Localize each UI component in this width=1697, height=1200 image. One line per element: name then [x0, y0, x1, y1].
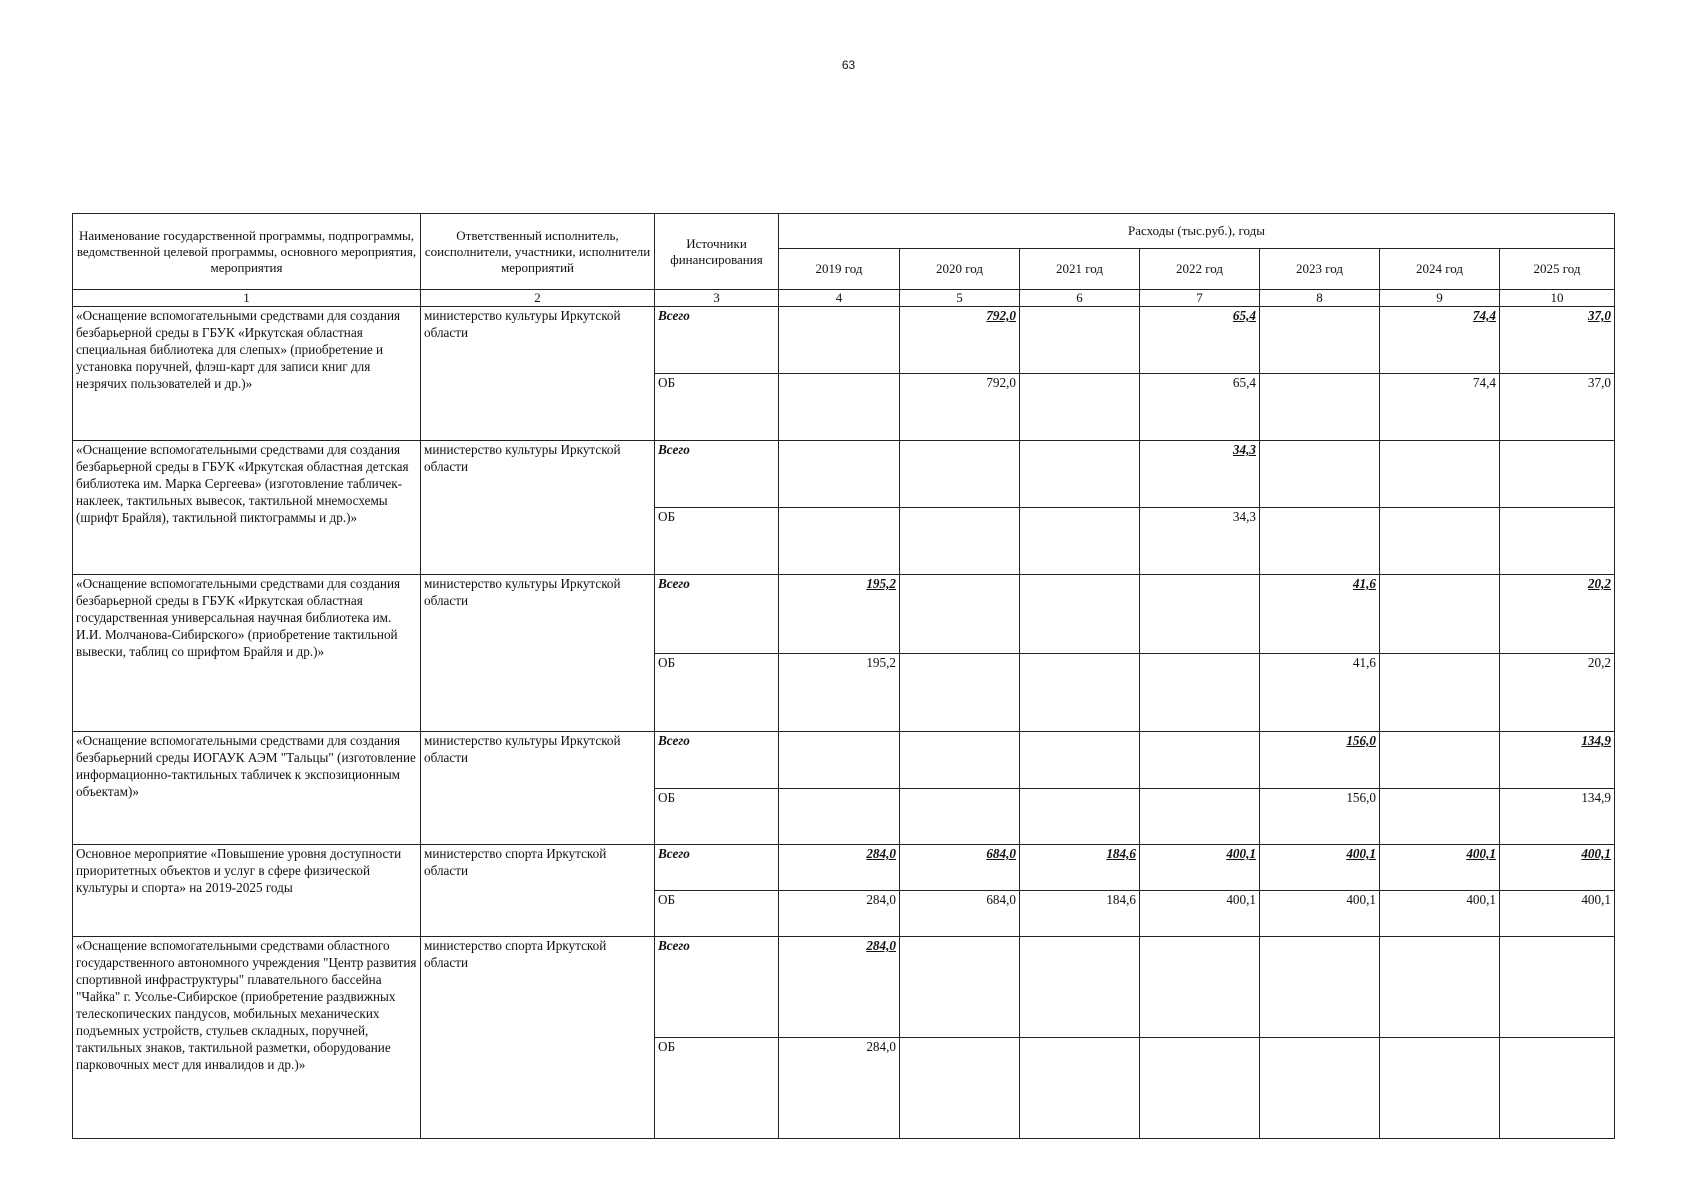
source-total-label: Всего — [655, 845, 779, 891]
ob-value: 184,6 — [1020, 891, 1140, 937]
total-value: 74,4 — [1380, 307, 1500, 374]
table-row — [73, 845, 1615, 891]
total-value — [1380, 441, 1500, 508]
table-row — [73, 575, 1615, 654]
total-value — [779, 307, 900, 374]
ob-value: 284,0 — [779, 1038, 900, 1139]
source-total-label: Всего — [655, 307, 779, 374]
total-value — [1380, 937, 1500, 1038]
source-total-label: Всего — [655, 937, 779, 1038]
column-number: 6 — [1020, 290, 1140, 307]
source-ob-label: ОБ — [655, 374, 779, 441]
total-value — [1380, 732, 1500, 789]
executor: министерство культуры Иркутской области — [421, 575, 655, 732]
ob-value — [1020, 374, 1140, 441]
executor: министерство культуры Иркутской области — [421, 307, 655, 441]
total-value — [1020, 732, 1140, 789]
ob-value — [1260, 374, 1380, 441]
header-year: 2021 год — [1020, 249, 1140, 290]
ob-value: 684,0 — [900, 891, 1020, 937]
total-value: 792,0 — [900, 307, 1020, 374]
header-expenses: Расходы (тыс.руб.), годы — [779, 214, 1615, 249]
total-value: 400,1 — [1380, 845, 1500, 891]
header-year: 2024 год — [1380, 249, 1500, 290]
total-value — [1260, 441, 1380, 508]
column-number: 1 — [73, 290, 421, 307]
total-value — [779, 732, 900, 789]
ob-value: 65,4 — [1140, 374, 1260, 441]
budget-table — [72, 213, 1615, 1139]
column-number: 8 — [1260, 290, 1380, 307]
ob-value: 792,0 — [900, 374, 1020, 441]
column-number: 2 — [421, 290, 655, 307]
total-value: 400,1 — [1260, 845, 1380, 891]
total-value — [900, 575, 1020, 654]
source-total-label: Всего — [655, 575, 779, 654]
ob-value — [1260, 508, 1380, 575]
ob-value: 34,3 — [1140, 508, 1260, 575]
header-year: 2019 год — [779, 249, 900, 290]
total-value: 195,2 — [779, 575, 900, 654]
source-ob-label: ОБ — [655, 508, 779, 575]
ob-value — [779, 789, 900, 845]
ob-value — [1020, 654, 1140, 732]
column-number: 10 — [1500, 290, 1615, 307]
ob-value — [1140, 1038, 1260, 1139]
ob-value: 400,1 — [1140, 891, 1260, 937]
measure-name: «Оснащение вспомогательными средствами для создания безбарьерной среды в ГБУК «Иркутская областная специальная библиотека для слепых» (приобретение и установка поручней, флэш-карт для записи книг для незрячих пользователей и др.)» — [73, 307, 421, 441]
total-value — [900, 441, 1020, 508]
column-number: 3 — [655, 290, 779, 307]
total-value — [900, 732, 1020, 789]
total-value: 400,1 — [1140, 845, 1260, 891]
header-name: Наименование государственной программы, подпрограммы, ведомственной целевой программы, основного мероприятия, мероприятия — [73, 214, 421, 290]
total-value — [779, 441, 900, 508]
ob-value — [779, 508, 900, 575]
total-value: 41,6 — [1260, 575, 1380, 654]
total-value: 284,0 — [779, 937, 900, 1038]
source-total-label: Всего — [655, 732, 779, 789]
ob-value: 156,0 — [1260, 789, 1380, 845]
total-value — [1500, 441, 1615, 508]
table-row — [73, 937, 1615, 1038]
total-value: 37,0 — [1500, 307, 1615, 374]
ob-value — [900, 654, 1020, 732]
ob-value — [1380, 1038, 1500, 1139]
measure-name: Основное мероприятие «Повышение уровня доступности приоритетных объектов и услуг в сфере физической культуры и спорта» на 2019-2025 годы — [73, 845, 421, 937]
column-number: 9 — [1380, 290, 1500, 307]
measure-name: «Оснащение вспомогательными средствами для создания безбарьерной среды в ГБУК «Иркутская областная государственная универсальная научная библиотека им. И.И. Молчанова-Сибирского» (приобретение тактильной вывески, таблиц со шрифтом Брайля и др.)» — [73, 575, 421, 732]
ob-value: 41,6 — [1260, 654, 1380, 732]
source-total-label: Всего — [655, 441, 779, 508]
ob-value: 37,0 — [1500, 374, 1615, 441]
header-source: Источники финансирования — [655, 214, 779, 290]
total-value: 400,1 — [1500, 845, 1615, 891]
table-row — [73, 307, 1615, 374]
total-value: 684,0 — [900, 845, 1020, 891]
column-number: 5 — [900, 290, 1020, 307]
table-row — [73, 732, 1615, 789]
ob-value — [1500, 1038, 1615, 1139]
ob-value — [1020, 508, 1140, 575]
measure-name: «Оснащение вспомогательными средствами областного государственного автономного учреждения "Центр развития спортивной инфраструктуры" плавательного бассейна "Чайка" г. Усолье-Сибирское (приобретение раздвижных телескопических пандусов, мобильных механических подъемных устройств, стульев складных, поручней, тактильных знаков, тактильной разметки, оборудование парковочных мест для инвалидов и др.)» — [73, 937, 421, 1139]
header-year: 2025 год — [1500, 249, 1615, 290]
measure-name: «Оснащение вспомогательными средствами для создания безбарьерний среды ИОГАУК АЭМ "Тальцы" (изготовление информационно-тактильных табличек к экспозиционным объектам)» — [73, 732, 421, 845]
total-value: 65,4 — [1140, 307, 1260, 374]
header-year: 2020 год — [900, 249, 1020, 290]
header-year: 2023 год — [1260, 249, 1380, 290]
ob-value — [1260, 1038, 1380, 1139]
ob-value — [1380, 789, 1500, 845]
total-value: 284,0 — [779, 845, 900, 891]
executor: министерство спорта Иркутской области — [421, 845, 655, 937]
executor: министерство спорта Иркутской области — [421, 937, 655, 1139]
ob-value — [1380, 654, 1500, 732]
source-ob-label: ОБ — [655, 1038, 779, 1139]
ob-value: 284,0 — [779, 891, 900, 937]
ob-value — [1500, 508, 1615, 575]
total-value — [1140, 575, 1260, 654]
ob-value — [1020, 789, 1140, 845]
total-value — [900, 937, 1020, 1038]
total-value — [1380, 575, 1500, 654]
executor: министерство культуры Иркутской области — [421, 441, 655, 575]
total-value — [1020, 575, 1140, 654]
executor: министерство культуры Иркутской области — [421, 732, 655, 845]
ob-value — [1020, 1038, 1140, 1139]
total-value — [1260, 937, 1380, 1038]
total-value: 134,9 — [1500, 732, 1615, 789]
source-ob-label: ОБ — [655, 789, 779, 845]
column-number: 4 — [779, 290, 900, 307]
ob-value: 74,4 — [1380, 374, 1500, 441]
total-value — [1020, 441, 1140, 508]
total-value — [1020, 937, 1140, 1038]
total-value: 156,0 — [1260, 732, 1380, 789]
column-number: 7 — [1140, 290, 1260, 307]
page-number: 63 — [841, 58, 856, 72]
ob-value — [1380, 508, 1500, 575]
ob-value: 400,1 — [1260, 891, 1380, 937]
measure-name: «Оснащение вспомогательными средствами для создания безбарьерной среды в ГБУК «Иркутская областная детская библиотека им. Марка Сергеева» (изготовление табличек-наклеек, тактильных вывесок, тактильной мнемосхемы (шрифт Брайля), тактильной пиктограммы и др.)» — [73, 441, 421, 575]
ob-value: 400,1 — [1500, 891, 1615, 937]
ob-value — [900, 789, 1020, 845]
ob-value: 400,1 — [1380, 891, 1500, 937]
ob-value — [779, 374, 900, 441]
total-value — [1140, 732, 1260, 789]
table-row — [73, 441, 1615, 508]
header-year: 2022 год — [1140, 249, 1260, 290]
total-value — [1500, 937, 1615, 1038]
ob-value: 195,2 — [779, 654, 900, 732]
total-value: 20,2 — [1500, 575, 1615, 654]
total-value — [1260, 307, 1380, 374]
total-value — [1140, 937, 1260, 1038]
header-executor: Ответственный исполнитель, соисполнители, участники, исполнители мероприятий — [421, 214, 655, 290]
total-value: 34,3 — [1140, 441, 1260, 508]
total-value — [1020, 307, 1140, 374]
ob-value — [900, 508, 1020, 575]
ob-value — [900, 1038, 1020, 1139]
source-ob-label: ОБ — [655, 654, 779, 732]
ob-value — [1140, 789, 1260, 845]
source-ob-label: ОБ — [655, 891, 779, 937]
ob-value — [1140, 654, 1260, 732]
total-value: 184,6 — [1020, 845, 1140, 891]
ob-value: 134,9 — [1500, 789, 1615, 845]
ob-value: 20,2 — [1500, 654, 1615, 732]
